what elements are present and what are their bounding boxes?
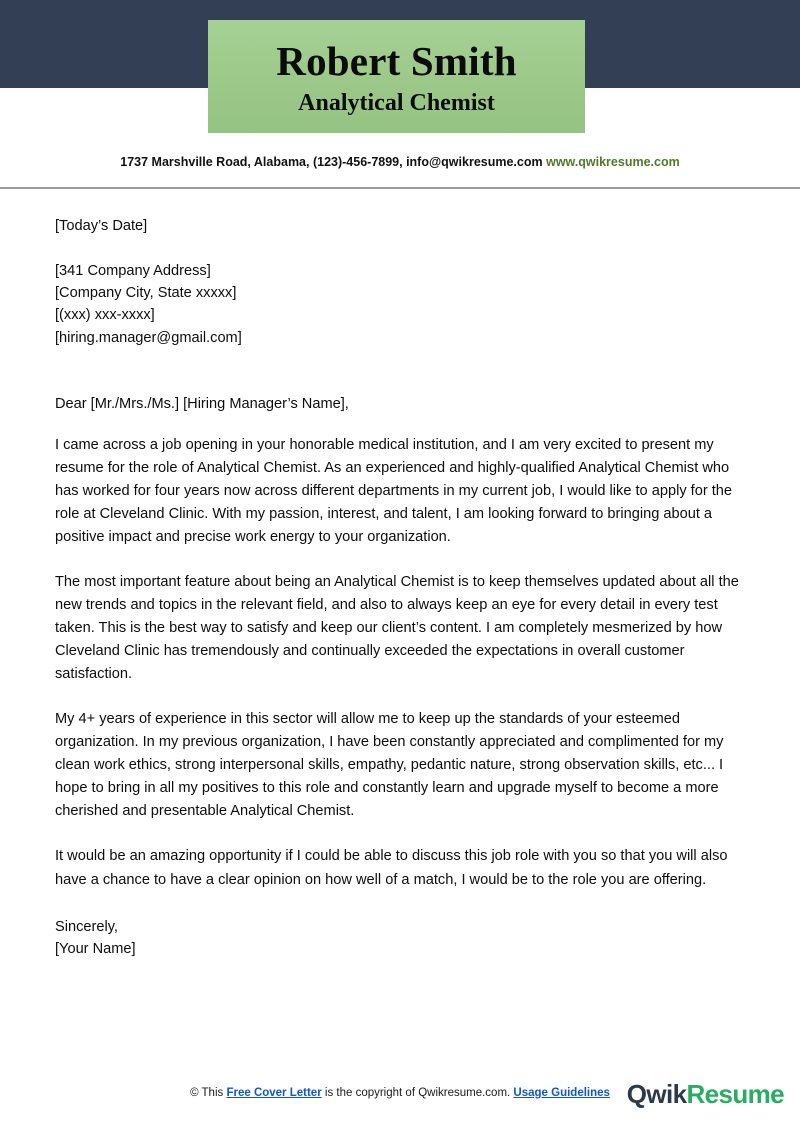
closing-block xyxy=(55,916,745,960)
candidate-job-title: Analytical Chemist xyxy=(298,89,495,116)
body-paragraph-3: My 4+ years of experience in this sector will allow me to keep up the standards of your esteemed organization. In my previous organization, I have been constantly appreciated and complimented for my clean work ethics, strong interpersonal skills, empathy, pedantic nature, strong observation skills, etc... I hope to bring in all my positives to this role and constantly learn and upgrade myself to become a more cherished and presentable Analytical Chemist. xyxy=(55,711,724,820)
recipient-address-block xyxy=(55,260,745,349)
document-header xyxy=(0,0,800,188)
logo-text-resume: Resume xyxy=(686,1079,784,1109)
closing-salutation: Sincerely, xyxy=(55,918,118,935)
contact-details: 1737 Marshville Road, Alabama, (123)-456-7899, info@qwikresume.com xyxy=(120,155,543,169)
free-cover-letter-link[interactable]: Free Cover Letter xyxy=(226,1087,322,1099)
body-paragraph-1: I came across a job opening in your honorable medical institution, and I am very excited to present my resume for the role of Analytical Chemist. As an experienced and highly-qualified Analytical Chemist who has worked for four years now across different departments in my current job, I would like to apply for the role at Cleveland Clinic. With my passion, interest, and talent, I am looking forward to bringing about a positive impact and precise work energy to your organization. xyxy=(55,436,733,545)
candidate-name: Robert Smith xyxy=(276,37,517,84)
logo-text-qwik: Qwik xyxy=(626,1079,687,1109)
document-footer xyxy=(0,1079,800,1119)
salutation: Dear [Mr./Mrs./Ms.] [Hiring Manager’s Name], xyxy=(55,395,349,412)
cover-letter-body xyxy=(55,215,745,960)
name-title-box xyxy=(208,20,585,133)
recipient-address-line: [341 Company Address] xyxy=(55,263,211,280)
contact-line xyxy=(0,155,800,169)
website-link[interactable]: www.qwikresume.com xyxy=(546,155,680,169)
recipient-city-line: [Company City, State xxxxx] xyxy=(55,285,237,302)
header-divider xyxy=(0,187,800,189)
body-paragraph-4: It would be an amazing opportunity if I could be able to discuss this job role with you so that you will also have a chance to have a clear opinion on how well of a match, I would be to the role you are offering. xyxy=(55,848,728,888)
footer-copy-middle: is the copyright of Qwikresume.com. xyxy=(321,1087,514,1099)
footer-copy-prefix: © This xyxy=(190,1087,227,1099)
signature-name: [Your Name] xyxy=(55,940,136,957)
date-placeholder: [Today’s Date] xyxy=(55,218,148,234)
recipient-phone-line: [(xxx) xxx-xxxx] xyxy=(55,307,155,324)
usage-guidelines-link[interactable]: Usage Guidelines xyxy=(513,1087,610,1099)
body-paragraph-2: The most important feature about being an Analytical Chemist is to keep themselves updated about all the new trends and topics in the relevant field, and also to always keep an eye for every detail in every test taken. This is the best way to satisfy and keep our client’s content. I am completely mesmerized by how Cleveland Clinic has tremendously and continually exceeded the expectations in overall customer satisfaction. xyxy=(55,574,739,683)
recipient-email-line: [hiring.manager@gmail.com] xyxy=(55,329,242,346)
qwikresume-logo[interactable] xyxy=(627,1079,784,1110)
